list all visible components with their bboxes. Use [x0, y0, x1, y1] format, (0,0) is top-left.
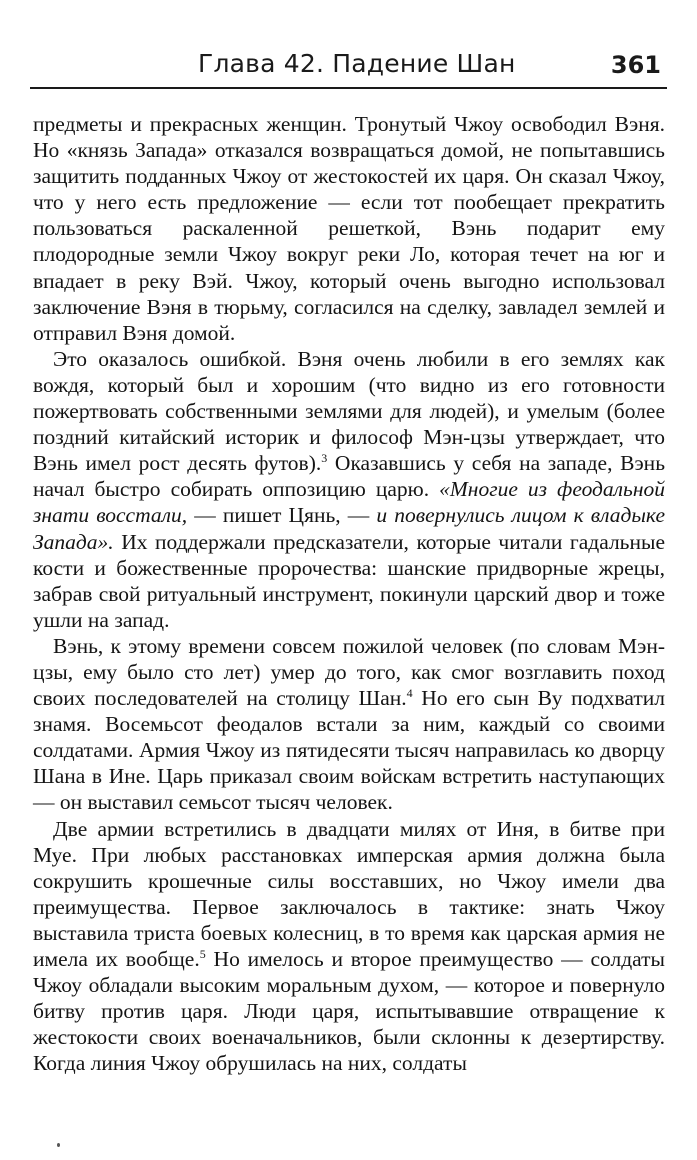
text-run: Две армии встретились в двадцати милях от Иня, в битве при Муе. При любых расстановках имперская армия должна была сокрушить крошечные силы восставших, но Чжоу имели два преимущества. Первое заключалось в тактике: знать Чжоу выставила триста боевых колесниц, в то время как царская армия не имела их вообще. [33, 816, 665, 971]
text-run: Оказавшись у себя на западе, Вэнь начал быстро собирать оппозицию царю. [33, 451, 665, 502]
footnote-ref-3: 3 [321, 451, 328, 466]
paragraph-4 [33, 816, 665, 1077]
text-run: Но его сын Ву подхватил знамя. Восемьсот феодалов встали за ним, каждый со своими солдатами. Армия Чжоу из пятидесяти тысяч направилась ко дворцу Шана в Ине. Царь приказал своим войскам встретить наступающих — он выставил семьсот тысяч человек. [33, 686, 665, 815]
body-text [33, 111, 665, 1076]
chapter-title: Глава 42. Падение Шан [198, 49, 516, 78]
text-run: Но имелось и второе преимущество — солдаты Чжоу обладали высоким моральным духом, — которое и повернуло битву против царя. Люди царя, испытывавшие отвращение к жестокости своих военачальников, были склонны к дезертирству. Когда линия Чжоу обрушилась на них, солдаты [33, 947, 665, 1076]
text-run: Их поддержали предсказатели, которые читали гадальные кости и божественные пророчества: шанские придворные жрецы, забрав свой ритуальный инструмент, покинули царский двор и тоже ушли на запад. [33, 529, 665, 632]
text-run: предметы и прекрасных женщин. Тронутый Чжоу освободил Вэня. Но «князь Запада» отказался возвращаться домой, не попытавшись защитить подданных Чжоу от жестокостей их царя. Он сказал Чжоу, что у него есть предложение — если тот пообещает прекратить пользоваться раскаленной решеткой, Вэнь подарит ему плодородные земли Чжоу вокруг реки Ло, которая течет на юг и впадает в реку Вэй. Чжоу, который очень выгодно использовал заключение Вэня в тюрьму, согласился на сделку, завладел землей и отправил Вэня домой. [33, 112, 665, 345]
running-header [30, 45, 667, 89]
scan-speck [57, 1143, 60, 1147]
text-run: Это оказалось ошибкой. Вэня очень любили в его землях как вождя, который был и хорошим (что видно из его готовности пожертвовать собственными землями для людей), и умелым (более поздний китайский историк и философ Мэн-цзы утверждает, что Вэнь имел рост десять футов). [33, 346, 665, 476]
quote-italic: и повернулись лицом к владыке Запада». [33, 503, 665, 554]
paragraph-2 [33, 346, 665, 633]
paragraph-3 [33, 633, 665, 816]
text-run: — пишет Цянь, — [187, 503, 377, 528]
footnote-ref-5: 5 [199, 946, 206, 961]
quote-italic: «Многие из феодальной знати восстали, [33, 477, 665, 528]
page-number: 361 [610, 51, 661, 79]
text-run: Вэнь, к этому времени совсем пожилой человек (по словам Мэн-цзы, ему было сто лет) умер до того, как смог возглавить поход своих последователей на столицу Шан. [33, 633, 665, 711]
footnote-ref-4: 4 [406, 685, 413, 700]
paragraph-1 [33, 111, 665, 346]
